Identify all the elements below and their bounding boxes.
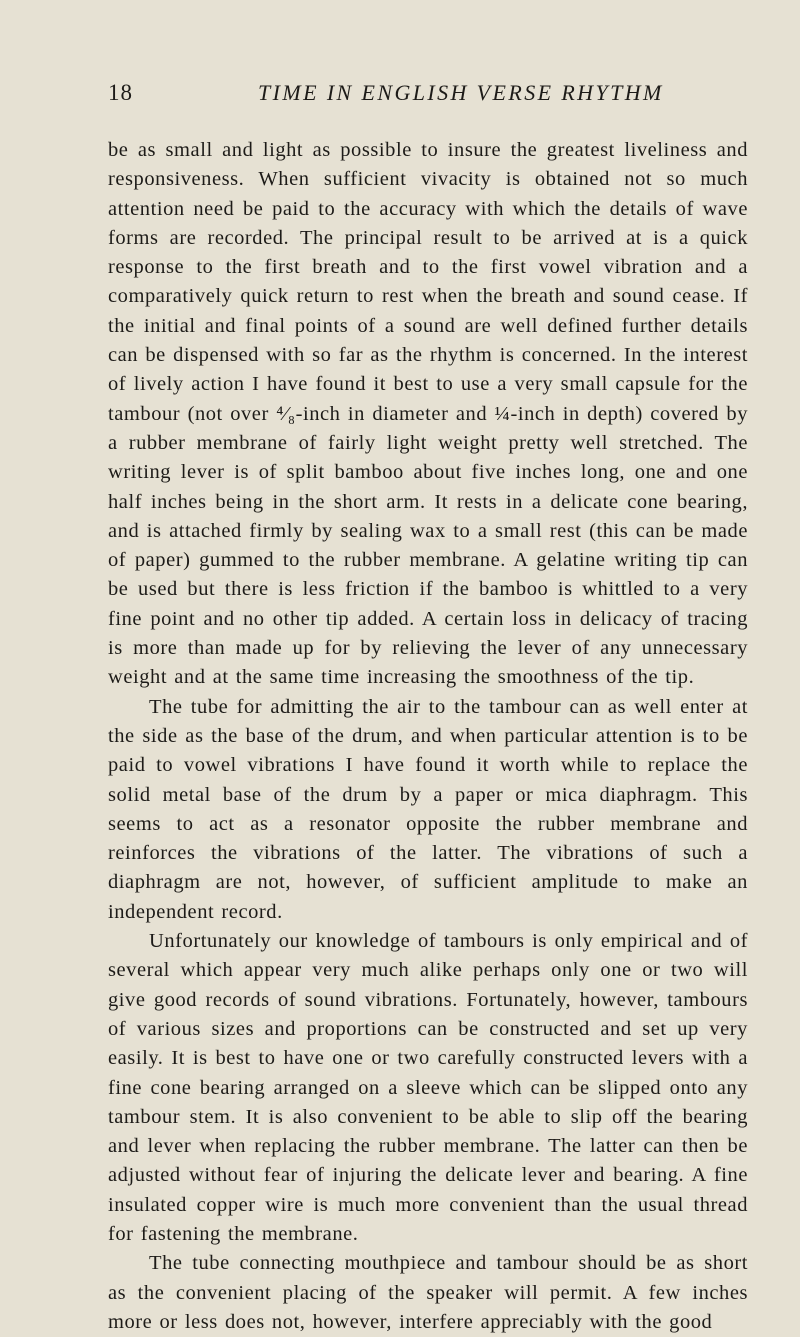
running-title: TIME IN ENGLISH VERSE RHYTHM <box>258 80 664 105</box>
paragraph-continued: be as small and light as possible to insure the greatest liveliness and responsiveness. When sufficient vivacity is obtained not so much attention need be paid to the accuracy with which the details of wave forms are recorded. The principal result to be arrived at is a quick response to the first breath and to the first vowel vibration and a comparatively quick return to rest when the breath and sound cease. If the initial and final points of a sound are well defined further details can be dispensed with so far as the rhythm is concerned. In the interest of lively action I have found it best to use a very small capsule for the tambour (not over ⁴⁄₈-inch in diameter and ¼-inch in depth) covered by a rubber membrane of fairly light weight pretty well stretched. The writing lever is of split bamboo about five inches long, one and one half inches being in the short arm. It rests in a delicate cone bearing, and is attached firmly by sealing wax to a small rest (this can be made of paper) gummed to the rubber membrane. A gelatine writing tip can be used but there is less friction if the bamboo is whittled to a very fine point and no other tip added. A certain loss in delicacy of tracing is more than made up for by relieving the lever of any unnecessary weight and at the same time increasing the smoothness of the tip. <box>108 139 748 689</box>
body-text <box>108 136 748 1337</box>
paragraph-tambour-knowledge: Unfortunately our knowledge of tambours is only empirical and of several which appear very much alike perhaps only one or two will give good records of sound vibrations. Fortunately, however, tambours of various sizes and proportions can be constructed and set up very easily. It is best to have one or two carefully constructed levers with a fine cone bearing arranged on a sleeve which can be slipped onto any tambour stem. It is also convenient to be able to slip off the bearing and lever when replacing the rubber membrane. The latter can then be adjusted without fear of injuring the delicate lever and bearing. A fine insulated copper wire is much more convenient than the usual thread for fastening the membrane. <box>108 930 748 1245</box>
running-head <box>108 78 748 108</box>
page-number: 18 <box>108 80 133 105</box>
paragraph-tube-admission: The tube for admitting the air to the tambour can as well enter at the side as the base of the drum, and when particular attention is to be paid to vowel vibrations I have found it worth while to replace the solid metal base of the drum by a paper or mica diaphragm. This seems to act as a resonator opposite the rubber membrane and reinforces the vibrations of the latter. The vibrations of such a diaphragm are not, however, of sufficient amplitude to make an independent record. <box>108 695 748 923</box>
paragraph-connecting-tube: The tube connecting mouthpiece and tambour should be as short as the convenient placing of the speaker will permit. A few inches more or less does not, however, interfere appreciably with the good <box>108 1252 748 1333</box>
